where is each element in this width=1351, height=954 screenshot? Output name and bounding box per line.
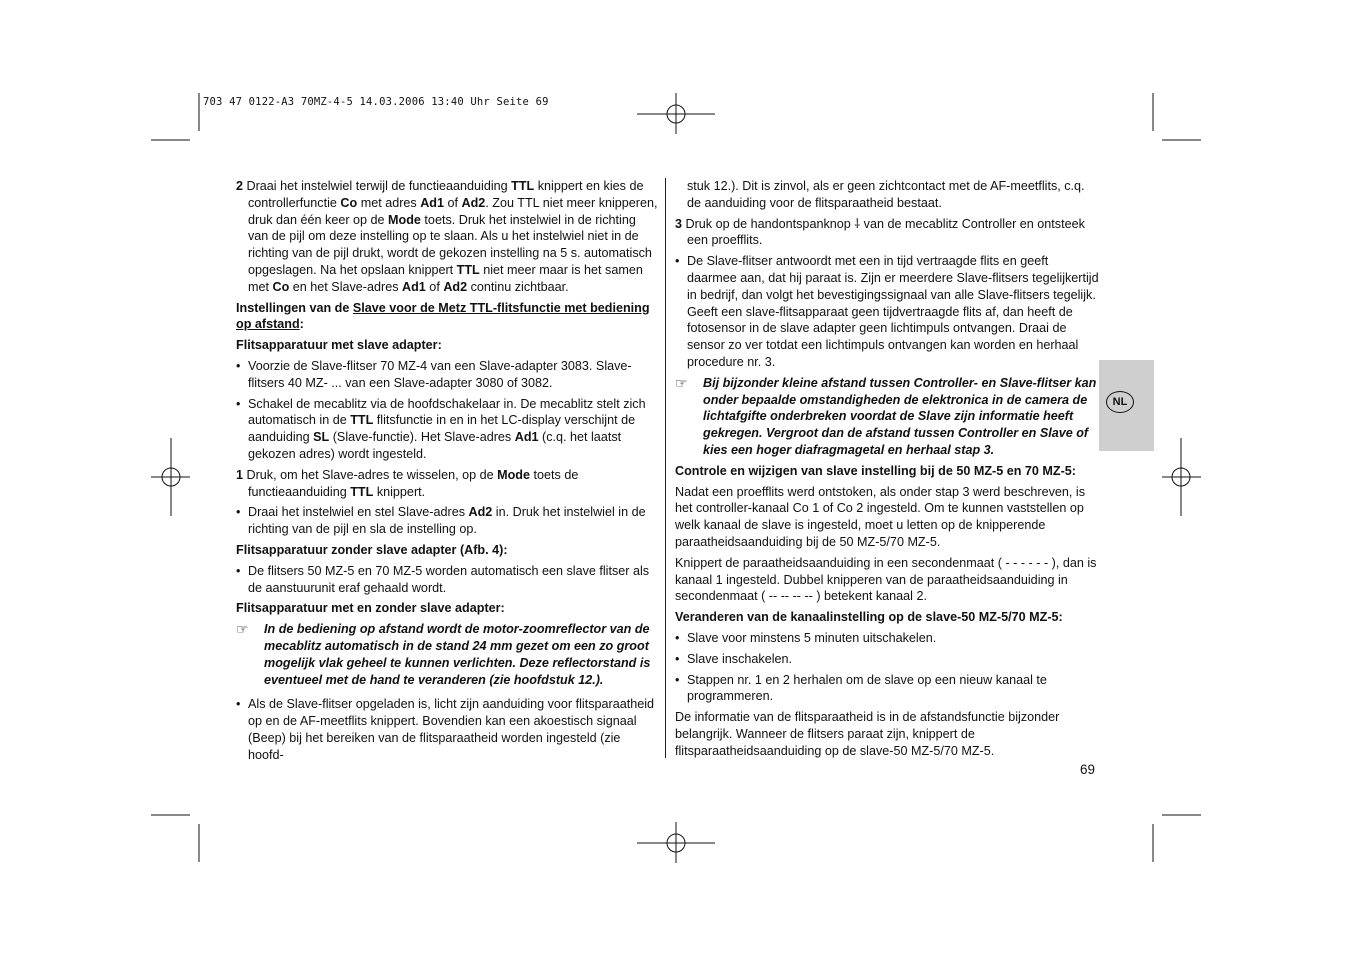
- paragraph: Knippert de paraatheidsaanduiding in een secondenmaat ( - - - - - - ), dan is kanaal 1 ingesteld. Dubbel knipperen van de paraatheidsaanduiding in secondenmaat ( -- -- -- -- ) betekent kanaal 2.: [675, 555, 1097, 604]
- section-heading: Instellingen van de Slave voor de Metz TTL-flitsfunctie met bediening op afstand:: [236, 300, 650, 332]
- sub-heading: Flitsapparatuur zonder slave adapter (Afb. 4):: [236, 542, 508, 557]
- hand-release-icon: ⸸: [854, 216, 861, 231]
- list-item: • Schakel de mecablitz via de hoofdschakelaar in. De mecablitz stelt zich automatisch in de TTL flitsfunctie in en in het LC-display verschijnt de aanduiding SL (Slave-functie). Het Slave-adres Ad1 (c.q. het laatst gekozen adres) wordt ingesteld.: [236, 396, 646, 461]
- column-divider: [665, 178, 666, 758]
- note: ☞ Bij bijzonder kleine afstand tussen Controller- en Slave-flitser kan onder bepaalde omstandigheden de elektronica in de camera de lichtafgifte onderbreken voordat de Slave zijn informatie heeft gekregen. Vergroot dan de afstand tussen Controller en Slave of kies een hoger diafragmagetal en herhaal stap 3.: [675, 374, 1097, 457]
- list-item: • Stappen nr. 1 en 2 herhalen om de slave op een nieuw kanaal te programmeren.: [675, 672, 1047, 704]
- list-item: • De flitsers 50 MZ-5 en 70 MZ-5 worden automatisch een slave flitser als de aanstuurunit eraf gehaald wordt.: [236, 563, 650, 595]
- sub-heading: Flitsapparatuur met slave adapter:: [236, 338, 442, 353]
- print-slug: 703 47 0122-A3 70MZ-4-5 14.03.2006 13:40 Uhr Seite 69: [203, 96, 549, 108]
- page-number: 69: [1080, 762, 1096, 777]
- sub-heading: Veranderen van de kanaalinstelling op de slave-50 MZ-5/70 MZ-5:: [675, 610, 1063, 625]
- note: ☞ In de bediening op afstand wordt de motor-zoomreflector van de mecablitz automatisch in de stand 24 mm gezet om een zo groot mogelijk vlak geheel te kunnen verlichten. Deze reflectorstand is eventueel met de hand te veranderen (zie hoofdstuk 12.).: [236, 621, 651, 687]
- step-1: 1 Druk, om het Slave-adres te wisselen, op de Mode toets de functieaanduiding TTL knippert.: [236, 467, 579, 499]
- right-column: [675, 178, 1099, 764]
- list-item-continued: Geeft een slave-flitsapparaat geen tijdvertraagde flits af, dan heeft de fotosensor in de slave adapter geen lichtimpuls ontvangen. Draai de sensor zo ver totdat een lichtimpuls ontvangen kan worden en herhaal procedure nr. 3.: [687, 304, 1079, 369]
- step-3: 3 Druk op de handontspanknop ⸸ van de mecablitz Controller en ontsteek een proefflits.: [675, 216, 1085, 248]
- list-item: • Slave inschakelen.: [675, 651, 793, 666]
- continued-text: stuk 12.). Dit is zinvol, als er geen zichtcontact met de AF-meetflits, c.q. de aanduiding voor de flitsparaatheid bestaat.: [687, 179, 1085, 210]
- sub-heading: Controle en wijzigen van slave instelling bij de 50 MZ-5 en 70 MZ-5:: [675, 463, 1076, 478]
- pointing-hand-icon: ☞: [675, 374, 688, 391]
- pointing-hand-icon: ☞: [236, 621, 249, 638]
- sub-heading: Flitsapparatuur met en zonder slave adapter:: [236, 601, 505, 616]
- left-column: [236, 178, 658, 768]
- step-2: 2 Draai het instelwiel terwijl de functieaanduiding TTL knippert en kies de controllerfunctie Co met adres Ad1 of Ad2. Zou TTL niet meer knipperen, druk dan één keer op de Mode toets. Druk het instelwiel in de richting van de pijl om deze instelling op te slaan. Als u het instelwiel niet in de richting van de pijl drukt, wordt de gekozen instelling na 5 s. automatisch opgeslagen. Na het opslaan knippert TTL niet meer maar is het samen met Co en het Slave-adres Ad1 of Ad2 continu zichtbaar.: [236, 179, 658, 294]
- list-item: • Als de Slave-flitser opgeladen is, licht zijn aanduiding voor flitsparaatheid op en de AF-meetflits knippert. Bovendien kan een akoestisch signaal (Beep) bij het bereiken van de flitsparaatheid worden ingesteld (zie hoofd-: [236, 697, 655, 762]
- list-item: • Draai het instelwiel en stel Slave-adres Ad2 in. Druk het instelwiel in de richting van de pijl en sla de instelling op.: [236, 505, 646, 537]
- paragraph: Nadat een proefflits werd ontstoken, als onder stap 3 werd beschreven, is het controller-kanaal Co 1 of Co 2 ingesteld. Om te kunnen vaststellen op welk kanaal de slave is ingesteld, moet u letten op de knipperende paraatheidsaanduiding bij de 50 MZ-5/70 MZ-5.: [675, 484, 1085, 549]
- paragraph: De informatie van de flitsparaatheid is in de afstandsfunctie bijzonder belangrijk. Wanneer de flitsers paraat zijn, knippert de flitsparaatheidsaanduiding op de slave-50 MZ-5/70 MZ-5.: [675, 710, 1060, 758]
- language-badge: NL: [1106, 391, 1134, 413]
- list-item: • Slave voor minstens 5 minuten uitschakelen.: [675, 630, 937, 645]
- list-item: • De Slave-flitser antwoordt met een in tijd vertraagde flits en geeft daarmee aan, dat hij paraat is. Zijn er meerdere Slave-flitsers tegelijkertijd in bedrijf, dan volgt het bevestigingssignaal van alle Slave-flitsers tegelijk.: [675, 254, 1099, 302]
- list-item: • Voorzie de Slave-flitser 70 MZ-4 van een Slave-adapter 3083. Slave-flitsers 40 MZ- ... van een Slave-adapter 3080 of 3082.: [236, 358, 632, 390]
